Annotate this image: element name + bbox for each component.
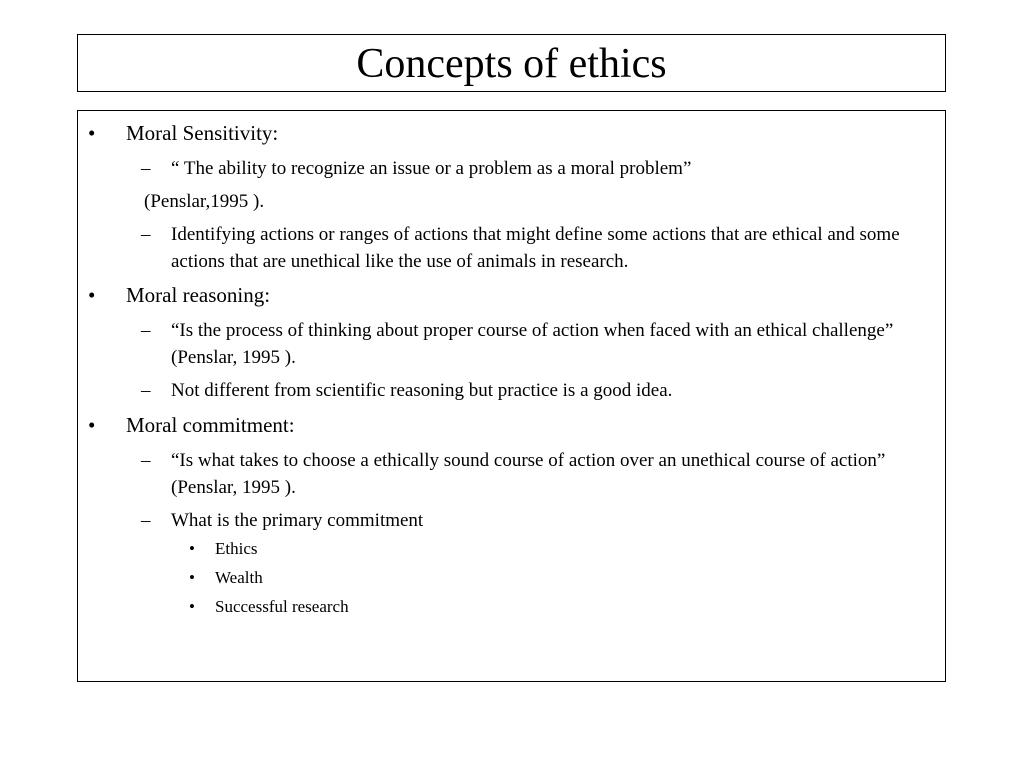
slide-title-box (77, 34, 946, 92)
bullet-marker: • (88, 283, 96, 307)
citation-text: (Penslar,1995 ). (144, 191, 265, 212)
bullet-marker: • (88, 121, 96, 145)
sub-sub-item-text: Wealth (215, 568, 263, 587)
dash-marker: – (141, 510, 151, 531)
slide-content-box (77, 110, 946, 682)
bullet-text: Moral reasoning: (126, 283, 271, 307)
slide-title: Concepts of ethics (356, 41, 667, 87)
bullet-marker: • (189, 597, 195, 616)
dash-marker: – (141, 224, 151, 245)
sub-item-text: “Is what takes to choose a ethically sound course of action over an unethical course of action” (Penslar, 1995 ). (171, 450, 886, 498)
bullet-marker: • (189, 539, 195, 558)
sub-item-text: Identifying actions or ranges of actions that might define some actions that are ethical and some actions that are unethical like the use of animals in research. (171, 224, 900, 272)
sub-sub-item-text: Successful research (215, 597, 349, 616)
sub-item-text: “ The ability to recognize an issue or a problem as a moral problem” (171, 158, 692, 179)
sub-item-text: “Is the process of thinking about proper course of action when faced with an ethical challenge” (Penslar, 1995 ). (171, 320, 894, 368)
dash-marker: – (141, 320, 151, 341)
dash-marker: – (141, 158, 151, 179)
bullet-marker: • (88, 413, 96, 437)
bullet-marker: • (189, 568, 195, 587)
sub-item-text: What is the primary commitment (171, 510, 424, 531)
dash-marker: – (141, 380, 151, 401)
bullet-text: Moral Sensitivity: (126, 121, 279, 145)
dash-marker: – (141, 450, 151, 471)
bullet-text: Moral commitment: (126, 413, 295, 437)
sub-sub-item-text: Ethics (215, 539, 258, 558)
citation-line (144, 188, 264, 215)
sub-item-text: Not different from scientific reasoning but practice is a good idea. (171, 380, 673, 401)
